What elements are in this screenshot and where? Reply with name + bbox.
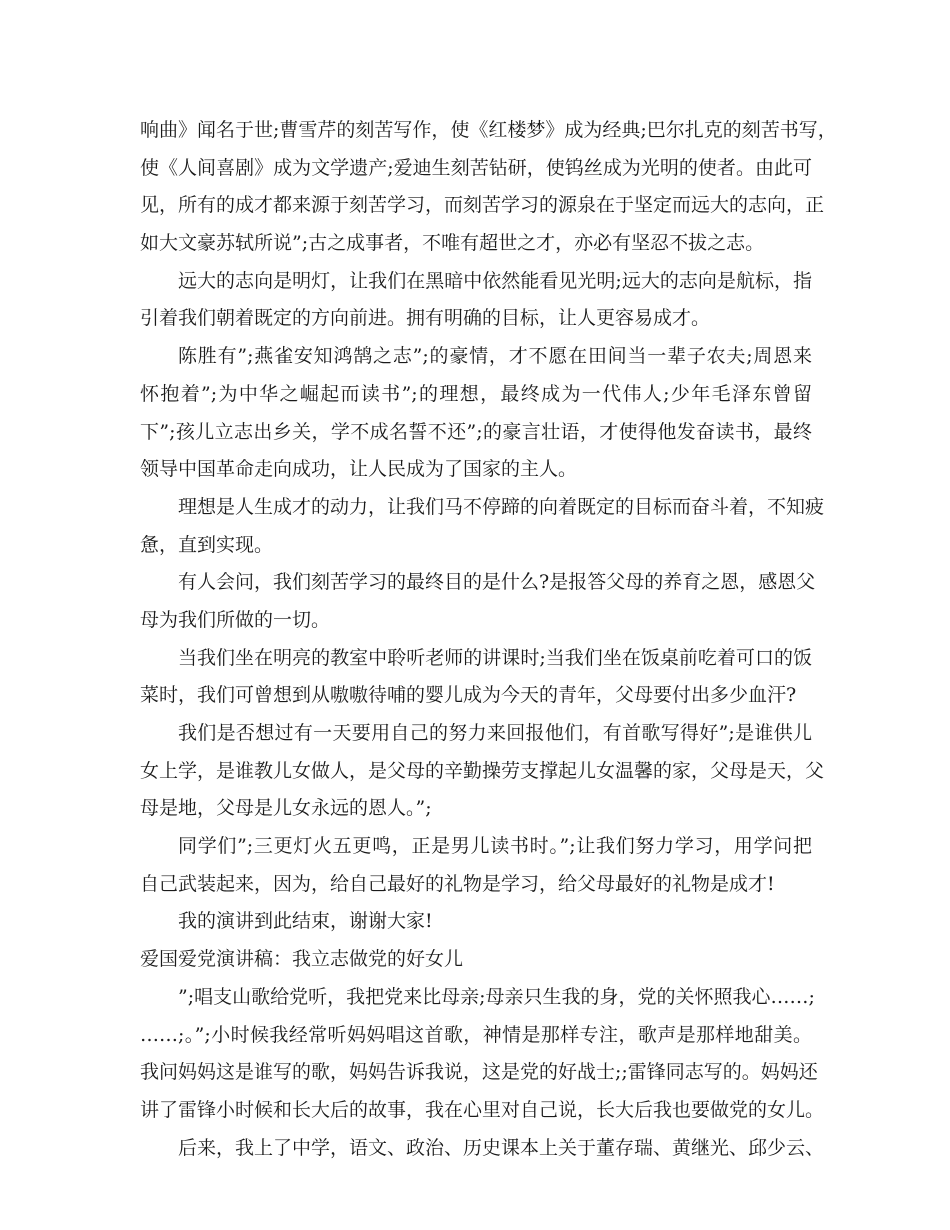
document-body xyxy=(140,112,837,1167)
text-line: 远大的志向是明灯，让我们在黑暗中依然能看见光明;远大的志向是航标，指 xyxy=(178,269,812,292)
text-line: 下”;孩儿立志出乡关，学不成名誓不还”;的豪言壮语，才使得他发奋读书，最终 xyxy=(140,420,812,443)
text-line: 讲了雷锋小时候和长大后的故事，我在心里对自己说，长大后我也要做党的女儿。 xyxy=(140,1098,825,1121)
text-line: 陈胜有”;燕雀安知鸿鹄之志”;的豪情，才不愿在田间当一辈子农夫;周恩来 xyxy=(178,345,812,368)
text-line: 我的演讲到此结束，谢谢大家! xyxy=(178,910,433,933)
text-line: 我们是否想过有一天要用自己的努力来回报他们，有首歌写得好”;是谁供儿 xyxy=(178,722,812,744)
text-line: ……;。”;小时候我经常听妈妈唱这首歌，神情是那样专注，歌声是那样地甜美。 xyxy=(140,1023,812,1046)
text-line: 爱国爱党演讲稿：我立志做党的好女儿 xyxy=(140,948,464,971)
text-line: 自己武装起来，因为，给自己最好的礼物是学习，给父母最好的礼物是成才! xyxy=(140,872,775,895)
text-line: 同学们”;三更灯火五更鸣，正是男儿读书时。”;让我们努力学习，用学问把 xyxy=(178,835,812,858)
text-line: 如大文豪苏轼所说”;古之成事者，不唯有超世之才，亦必有坚忍不拔之志。 xyxy=(140,232,765,255)
text-line: 怀抱着”;为中华之崛起而读书”;的理想，最终成为一代伟人;少年毛泽东曾留 xyxy=(140,382,812,405)
text-line: ”;唱支山歌给党听，我把党来比母亲;母亲只生我的身，党的关怀照我心……; xyxy=(178,985,815,1008)
text-line: 领导中国革命走向成功，让人民成为了国家的主人。 xyxy=(140,458,578,481)
text-line: 母为我们所做的一切。 xyxy=(140,608,331,631)
text-line: 后来，我上了中学，语文、政治、历史课本上关于董存瑞、黄继光、邱少云、 xyxy=(178,1136,825,1159)
text-line: 菜时，我们可曾想到从嗷嗷待哺的婴儿成为今天的青年，父母要付出多少血汗? xyxy=(140,684,797,707)
text-line: 我问妈妈这是谁写的歌，妈妈告诉我说，这是党的好战士;;雷锋同志写的。妈妈还 xyxy=(140,1061,818,1084)
text-line: 惫，直到实现。 xyxy=(140,533,274,556)
text-line: 见，所有的成才都来源于刻苦学习，而刻苦学习的源泉在于坚定而远大的志向，正 xyxy=(140,194,825,217)
text-line: 母是地，父母是儿女永远的恩人。”; xyxy=(140,797,432,820)
text-line: 女上学，是谁教儿女做人，是父母的辛勤操劳支撑起儿女温馨的家，父母是天，父 xyxy=(140,759,825,782)
text-line: 理想是人生成才的动力，让我们马不停蹄的向着既定的目标而奋斗着，不知疲 xyxy=(178,495,825,518)
text-line: 当我们坐在明亮的教室中聆听老师的讲课时;当我们坐在饭桌前吃着可口的饭 xyxy=(178,646,812,669)
text-line: 引着我们朝着既定的方向前进。拥有明确的目标，让人更容易成才。 xyxy=(140,307,711,330)
text-line: 有人会问，我们刻苦学习的最终目的是什么?是报答父母的养育之恩，感恩父 xyxy=(178,571,816,594)
text-line: 响曲》闻名于世;曹雪芹的刻苦写作，使《红楼梦》成为经典;巴尔扎克的刻苦书写， xyxy=(140,119,837,141)
text-line: 使《人间喜剧》成为文学遗产;爱迪生刻苦钻研，使钨丝成为光明的使者。由此可 xyxy=(140,156,812,179)
